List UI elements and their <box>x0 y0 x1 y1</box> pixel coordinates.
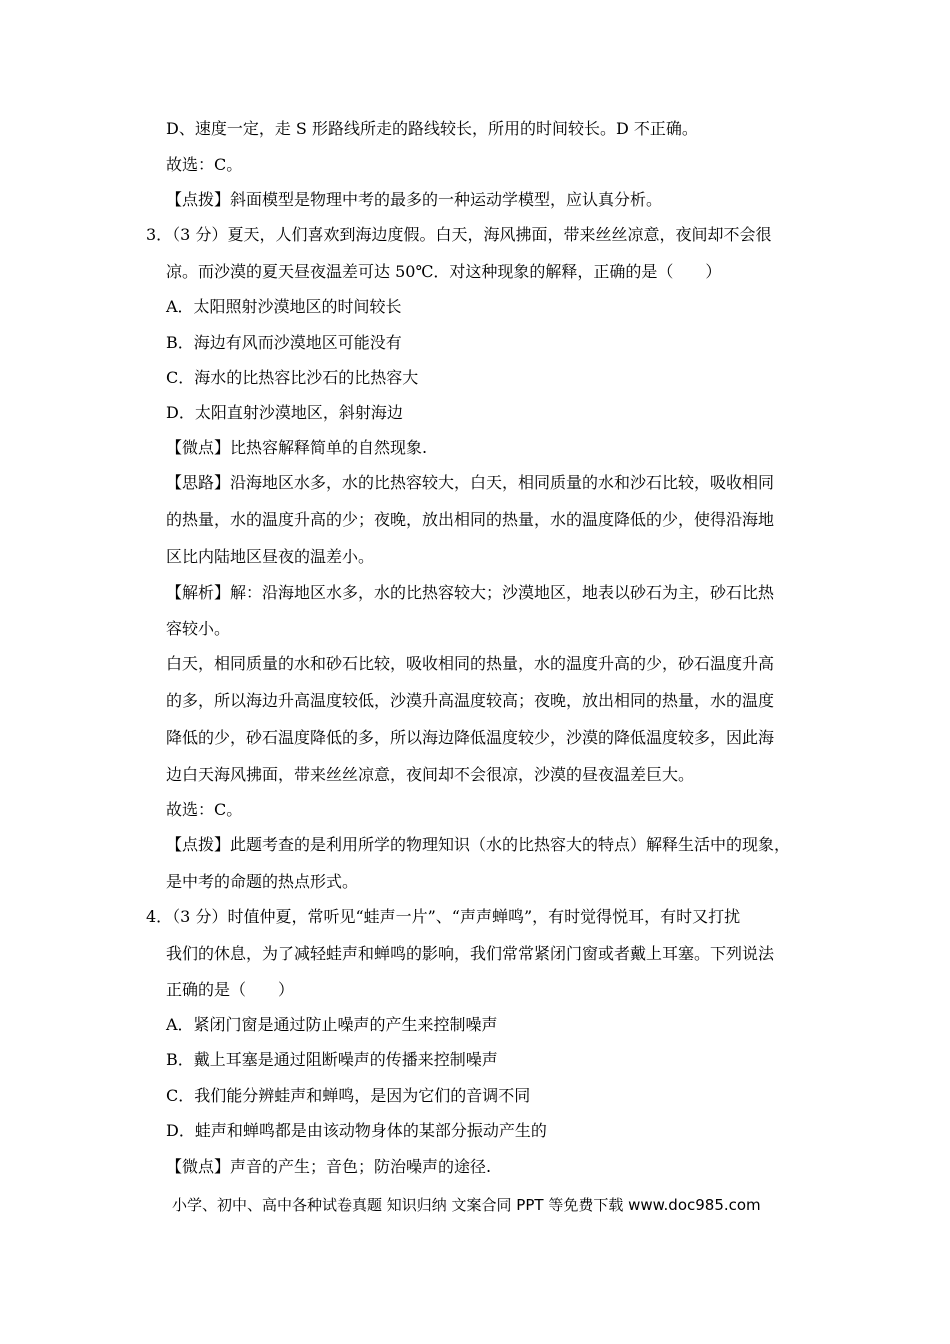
text-line: 容较小。 <box>166 619 231 638</box>
option-a: A．紧闭门窗是通过防止噪声的产生来控制噪声 <box>166 1015 498 1034</box>
text-line: 边白天海风拂面，带来丝丝凉意，夜间却不会很凉，沙漠的昼夜温差巨大。 <box>166 765 695 784</box>
question-4-stem: 4．（3 分）时值仲夏，常听见“蛙声一片”、“声声蝉鸣”，有时觉得悦耳，有时又打扰 <box>146 907 741 926</box>
option-d: D．太阳直射沙漠地区，斜射海边 <box>166 403 403 422</box>
text-line: 【思路】沿海地区水多，水的比热容较大，白天，相同质量的水和沙石比较，吸收相同 <box>166 473 775 492</box>
text-line: 降低的少，砂石温度降低的多，所以海边降低温度较少，沙漠的降低温度较多，因此海 <box>166 728 775 747</box>
text-line: 的多，所以海边升高温度较低，沙漠升高温度较高；夜晚，放出相同的热量，水的温度 <box>166 691 775 710</box>
text-line: 正确的是（ ） <box>166 980 295 999</box>
text-line: 的热量，水的温度升高的少；夜晚，放出相同的热量，水的温度降低的少，使得沿海地 <box>166 510 775 529</box>
option-b: B．海边有风而沙漠地区可能没有 <box>166 333 402 352</box>
text-line: 【点拨】此题考查的是利用所学的物理知识（水的比热容大的特点）解释生活中的现象， <box>166 835 791 854</box>
text-line: 【微点】声音的产生；音色；防治噪声的途径. <box>166 1157 492 1176</box>
option-d: D．蛙声和蝉鸣都是由该动物身体的某部分振动产生的 <box>166 1121 547 1140</box>
text-line: 【解析】解：沿海地区水多，水的比热容较大；沙漠地区，地表以砂石为主，砂石比热 <box>166 583 775 602</box>
text-line: 【微点】比热容解释简单的自然现象. <box>166 438 428 457</box>
question-3-stem: 3．（3 分）夏天，人们喜欢到海边度假。白天，海风拂面，带来丝丝凉意，夜间却不会很 <box>146 225 772 244</box>
option-c: C．海水的比热容比沙石的比热容大 <box>166 368 419 387</box>
text-line: D、速度一定，走 S 形路线所走的路线较长，所用的时间较长。D 不正确。 <box>166 119 698 138</box>
text-line: 【点拨】斜面模型是物理中考的最多的一种运动学模型，应认真分析。 <box>166 190 663 209</box>
option-a: A．太阳照射沙漠地区的时间较长 <box>166 297 402 316</box>
text-line: 我们的休息，为了减轻蛙声和蝉鸣的影响，我们常常紧闭门窗或者戴上耳塞。下列说法 <box>166 944 775 963</box>
text-line: 区比内陆地区昼夜的温差小。 <box>166 547 375 566</box>
page-footer: 小学、初中、高中各种试卷真题 知识归纳 文案合同 PPT 等免费下载 www.doc985.com <box>172 1196 761 1214</box>
text-line: 白天，相同质量的水和砂石比较，吸收相同的热量，水的温度升高的少，砂石温度升高 <box>166 654 775 673</box>
text-line: 是中考的命题的热点形式。 <box>166 872 359 891</box>
option-c: C．我们能分辨蛙声和蝉鸣，是因为它们的音调不同 <box>166 1086 531 1105</box>
text-line: 故选：C。 <box>166 155 243 174</box>
text-line: 故选：C。 <box>166 800 243 819</box>
option-b: B．戴上耳塞是通过阻断噪声的传播来控制噪声 <box>166 1050 498 1069</box>
text-line: 凉。而沙漠的夏天昼夜温差可达 50℃．对这种现象的解释，正确的是（ ） <box>166 262 722 281</box>
